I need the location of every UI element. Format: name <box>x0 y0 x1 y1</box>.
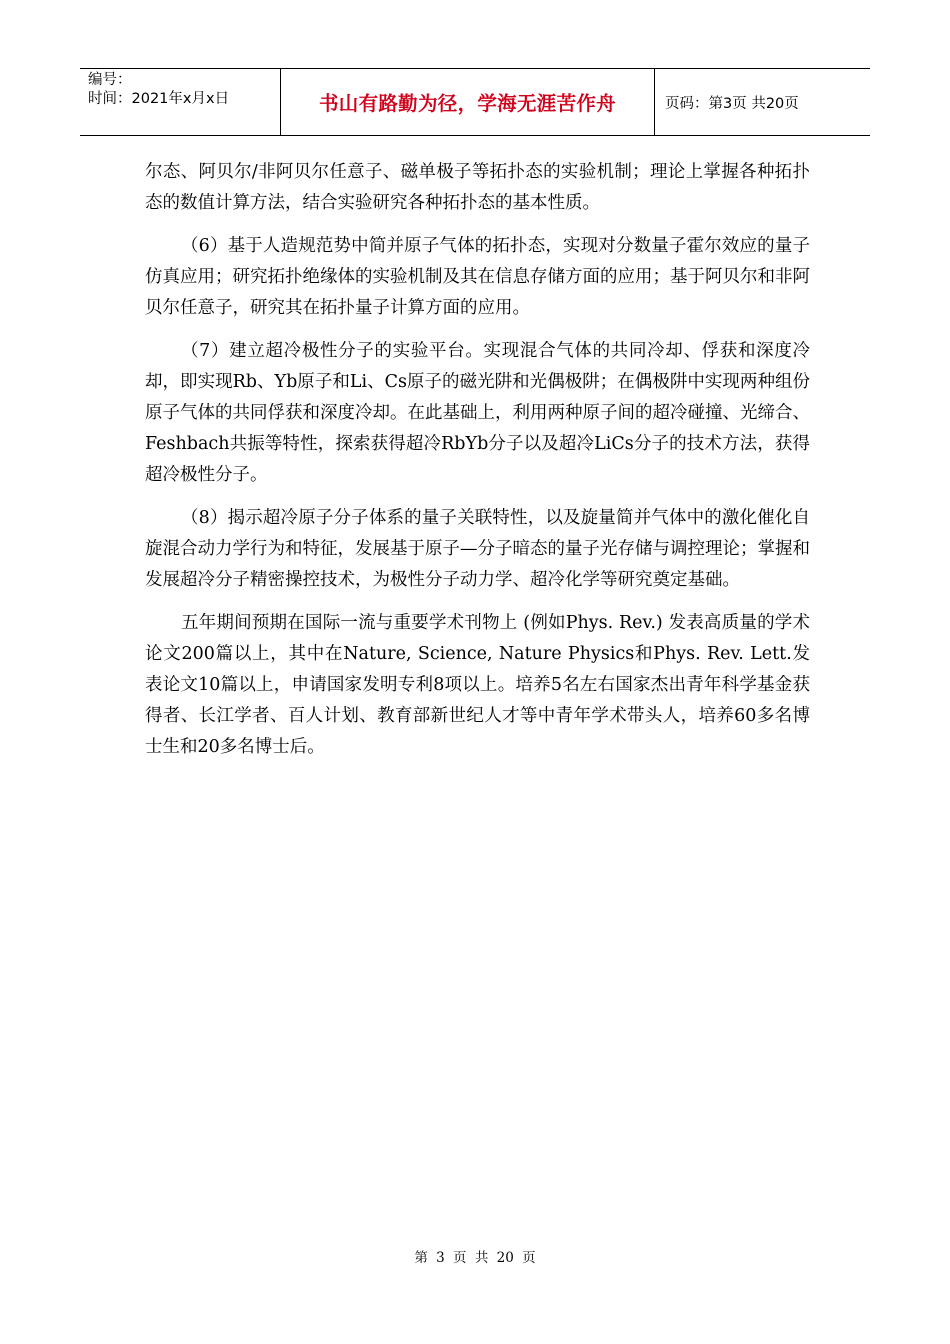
paragraph-continued: 尔态、阿贝尔/非阿贝尔任意子、磁单极子等拓扑态的实验机制；理论上掌握各种拓扑态的数值计算方法，结合实验研究各种拓扑态的基本性质。 <box>145 162 810 213</box>
paragraph-item-6: （6）基于人造规范势中简并原子气体的拓扑态，实现对分数量子霍尔效应的量子仿真应用；研究拓扑绝缘体的实验机制及其在信息存储方面的应用；基于阿贝尔和非阿贝尔任意子，研究其在拓扑量子计算方面的应用。 <box>145 236 810 318</box>
paragraph-item-7: （7）建立超冷极性分子的实验平台。实现混合气体的共同冷却、俘获和深度冷却，即实现Rb、Yb原子和Li、Cs原子的磁光阱和光偶极阱；在偶极阱中实现两种组份原子气体的共同俘获和深度冷却。在此基础上，利用两种原子间的超冷碰撞、光缔合、Feshbach共振等特性，探索获得超冷RbYb分子以及超冷LiCs分子的技术方法，获得超冷极性分子。 <box>145 341 810 485</box>
header-page-info: 页码：第3页 共20页 <box>665 95 799 112</box>
document-time-label: 时间：2021年x月x日 <box>88 91 230 107</box>
page-footer: 第 3 页 共 20 页 <box>414 1250 536 1266</box>
paragraph-item-8: （8）揭示超冷原子分子体系的量子关联特性，以及旋量简并气体中的激化催化自旋混合动力学行为和特征，发展基于原子—分子暗态的量子光存储与调控理论；掌握和发展超冷分子精密操控技术，为极性分子动力学、超冷化学等研究奠定基础。 <box>145 508 810 590</box>
header-meta <box>80 69 281 135</box>
document-body <box>145 157 810 763</box>
header-motto: 书山有路勤为径，学海无涯苦作舟 <box>281 69 655 135</box>
document-number-label: 编号： <box>88 72 132 88</box>
page-header <box>80 68 870 136</box>
paragraph-five-year-goals: 五年期间预期在国际一流与重要学术刊物上 (例如Phys. Rev.) 发表高质量的学术论文200篇以上，其中在Nature, Science, Nature Physics和Phys. Rev. Lett.发表论文10篇以上，申请国家发明专利8项以上。培养5名左右国家杰出青年科学基金获得者、长江学者、百人计划、教育部新世纪人才等中青年学术带头人，培养60多名博士生和20多名博士后。 <box>145 613 810 757</box>
